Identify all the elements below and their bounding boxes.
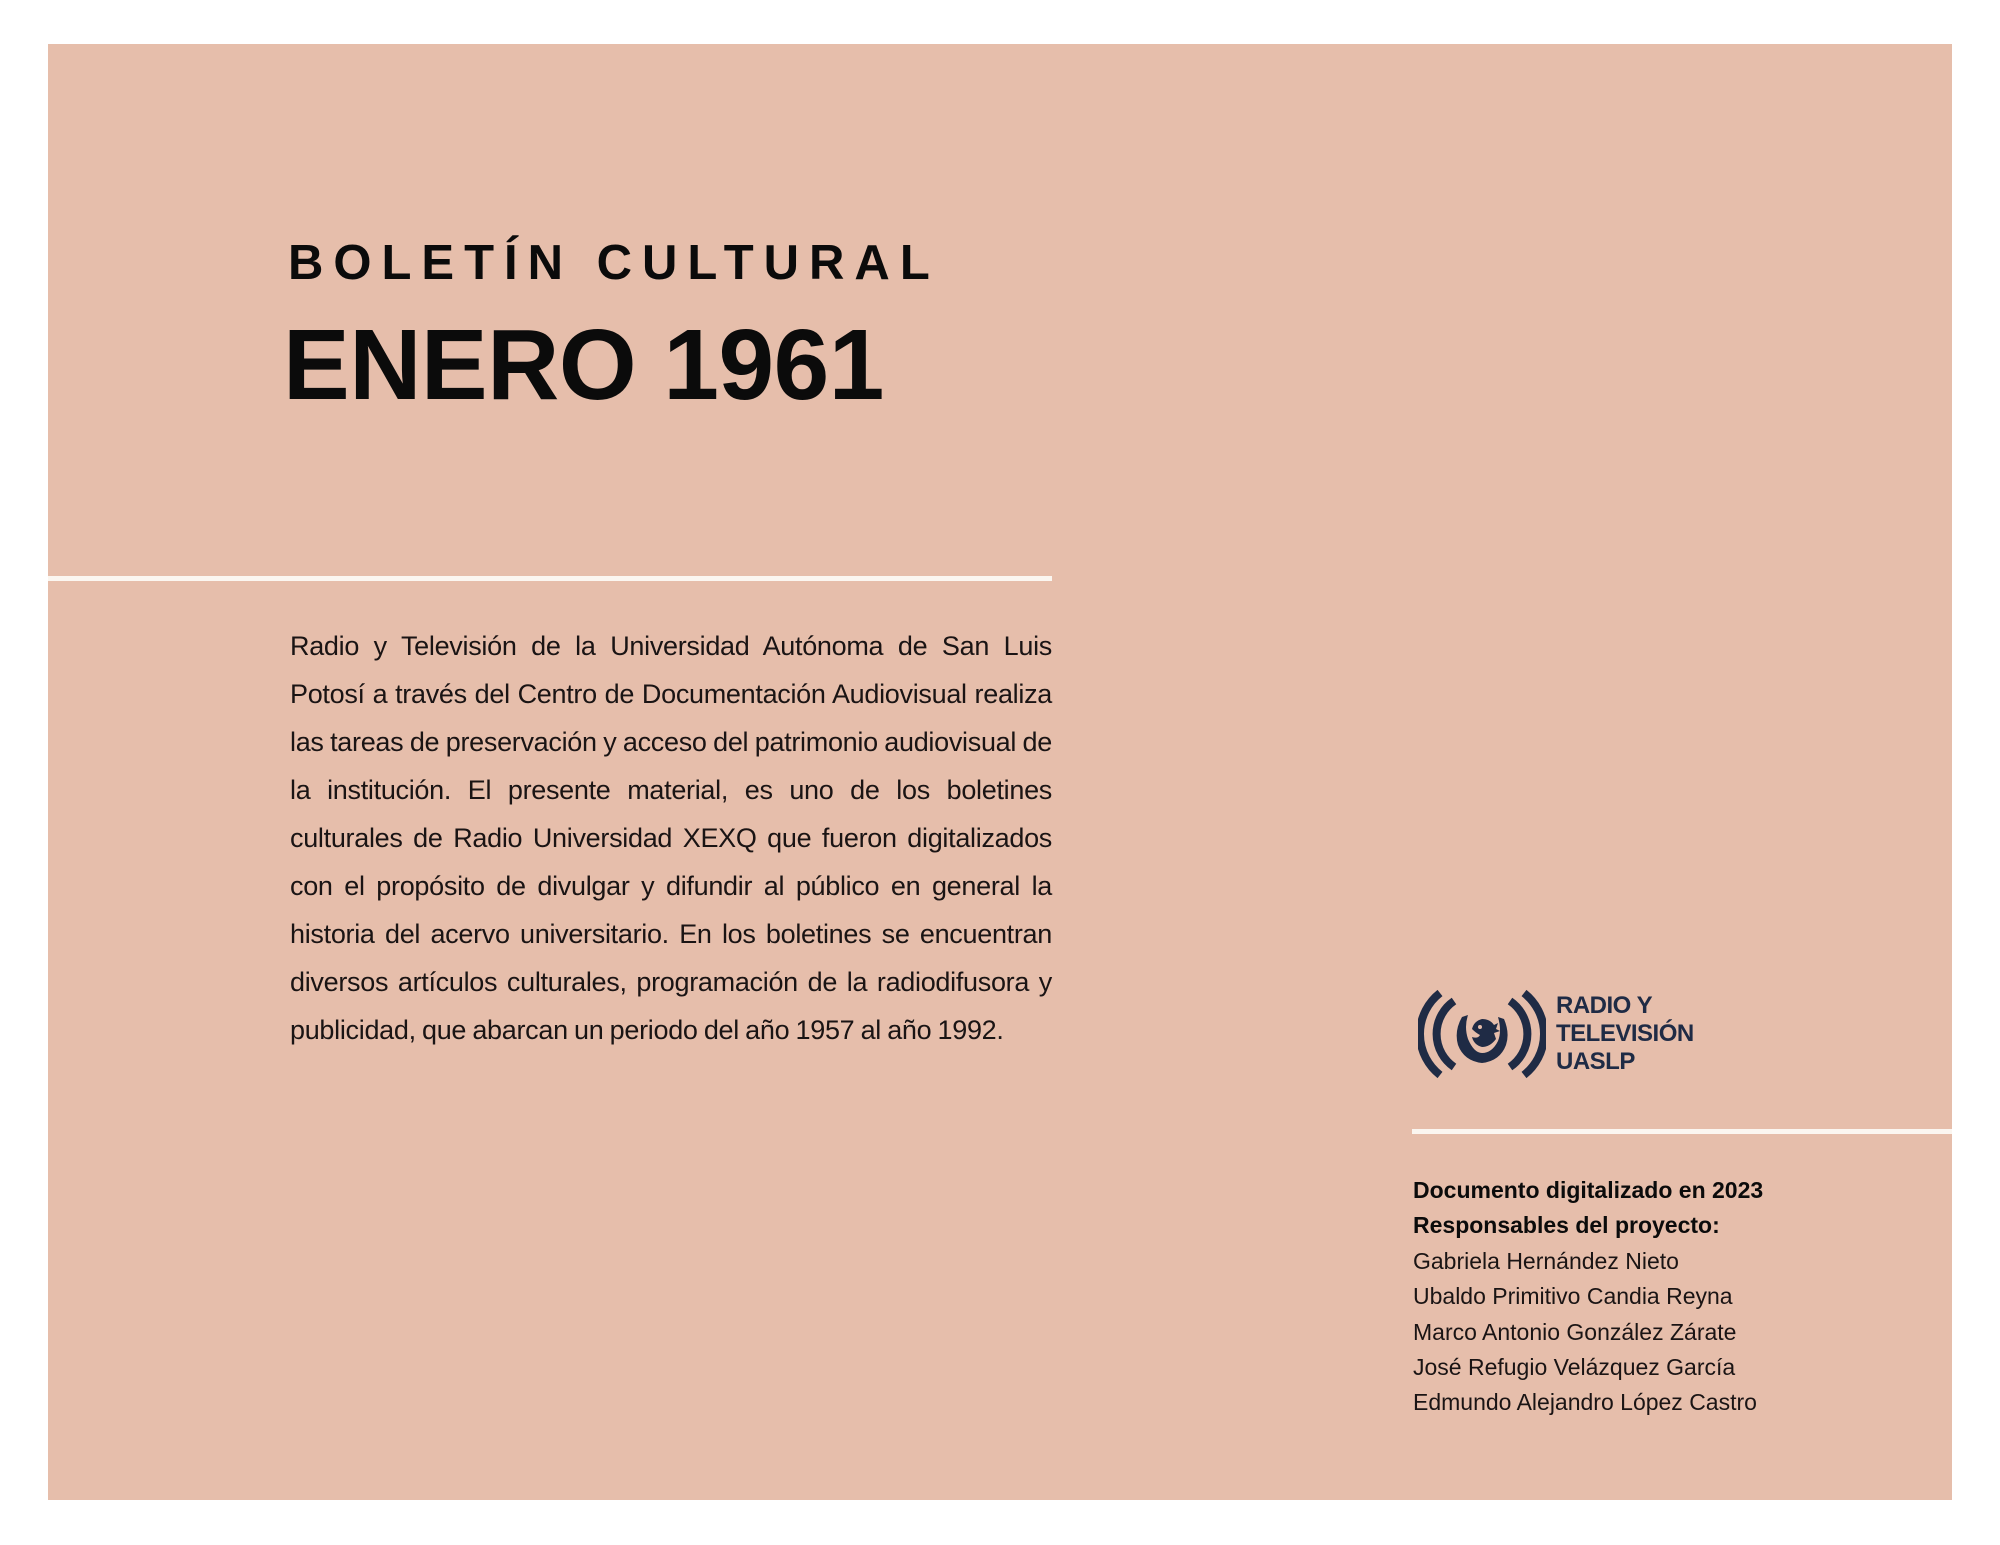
credits-block bbox=[1413, 1173, 1933, 1421]
page-title: ENERO 1961 bbox=[283, 309, 884, 421]
digitized-note: Documento digitalizado en 2023 bbox=[1413, 1177, 1764, 1203]
credit-name: Ubaldo Primitivo Candia Reyna bbox=[1413, 1283, 1733, 1310]
radio-waves-eagle-icon bbox=[1418, 987, 1546, 1081]
logo-line-3: UASLP bbox=[1556, 1047, 1635, 1075]
credit-name: Marco Antonio González Zárate bbox=[1413, 1318, 1737, 1345]
kicker-heading: BOLETÍN CULTURAL bbox=[288, 236, 940, 290]
logo-line-1: RADIO Y bbox=[1556, 991, 1653, 1019]
credit-name: Gabriela Hernández Nieto bbox=[1413, 1247, 1679, 1274]
credit-name: José Refugio Velázquez García bbox=[1413, 1354, 1736, 1381]
description-paragraph: Radio y Televisión de la Universidad Autónoma de San Luis Potosí a través del Centro de Documentación Audiovisual realiza las tareas de preservación y acceso del patrimonio audiovisual de la institución. El presente material, es uno de los boletines culturales de Radio Universidad XEXQ que fueron digitalizados con el propósito de divulgar y difundir al público en general la historia del acervo universitario. En los boletines se encuentran diversos artículos culturales, programación de la radiodifusora y publicidad, que abarcan un periodo del año 1957 al año 1992. bbox=[290, 631, 1052, 1045]
responsables-label: Responsables del proyecto: bbox=[1413, 1212, 1720, 1239]
logo-line-2: TELEVISIÓN bbox=[1556, 1019, 1694, 1047]
radio-television-uaslp-logo bbox=[1418, 986, 1738, 1081]
logo-wordmark bbox=[1556, 992, 1694, 1076]
credit-name: Edmundo Alejandro López Castro bbox=[1413, 1389, 1757, 1416]
right-divider bbox=[1412, 1129, 1952, 1134]
left-divider bbox=[48, 576, 1052, 581]
